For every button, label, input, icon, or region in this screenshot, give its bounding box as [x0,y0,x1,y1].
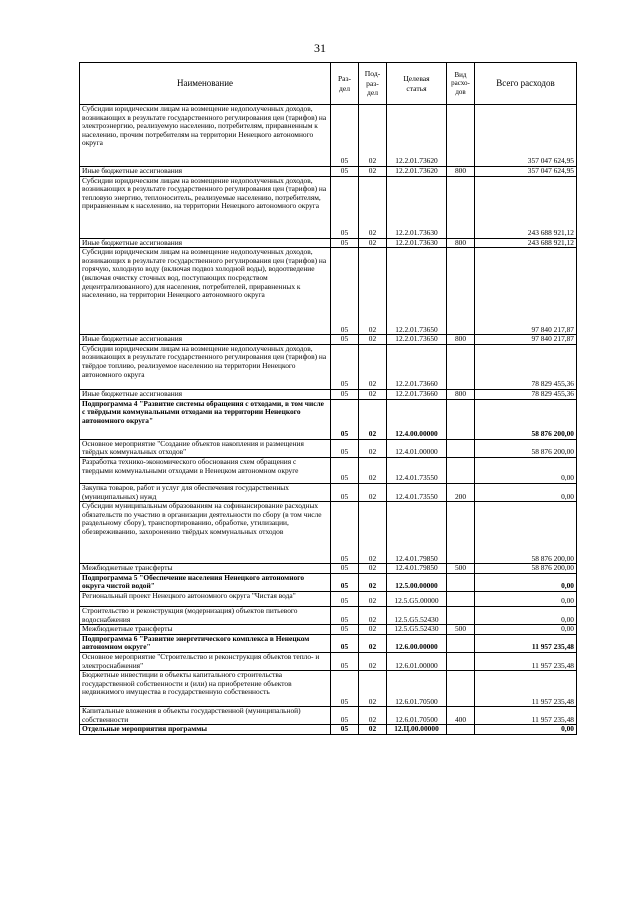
row-expense-type: 200 [447,483,475,501]
row-expense-type [447,652,475,670]
row-section: 05 [331,389,359,399]
row-total: 58 876 200,00 [475,502,577,564]
row-target-article: 12.2.01.73630 [387,176,447,238]
row-subsection: 02 [359,671,387,707]
row-name: Подпрограмма 4 "Развитие системы обращения с отходами, в том числе с твёрдыми коммунальными отходами на территории Ненецкого автономного округа" [80,399,331,439]
row-subsection: 02 [359,707,387,725]
row-section: 05 [331,625,359,635]
row-total: 11 957 235,48 [475,671,577,707]
table-row [80,439,577,457]
table-header-row [80,63,577,105]
row-name: Основное мероприятие "Создание объектов накопления и размещения твёрдых коммунальных отходов" [80,439,331,457]
row-name: Региональный проект Ненецкого автономного округа "Чистая вода" [80,591,331,606]
row-expense-type [447,105,475,167]
row-subsection: 02 [359,625,387,635]
row-expense-type [447,573,475,591]
row-total: 78 829 455,36 [475,344,577,389]
row-total: 78 829 455,36 [475,389,577,399]
row-target-article: 12.2.01.73650 [387,335,447,345]
row-expense-type: 400 [447,707,475,725]
table-row [80,591,577,606]
row-expense-type [447,439,475,457]
row-section: 05 [331,335,359,345]
header-subsection: Под- раз- дел [359,63,387,105]
row-expense-type [447,502,475,564]
table-row [80,483,577,501]
row-section: 05 [331,248,359,335]
row-name: Капитальные вложения в объекты государственной (муниципальной) собственности [80,707,331,725]
row-total: 243 688 921,12 [475,176,577,238]
row-expense-type [447,606,475,624]
row-subsection: 02 [359,725,387,735]
row-total: 357 047 624,95 [475,105,577,167]
row-name: Иные бюджетные ассигнования [80,167,331,177]
row-subsection: 02 [359,105,387,167]
row-name: Субсидии муниципальным образованиям на софинансирование расходных обязательств по участию в организации деятельности по сбору (в том числе раздельному сбору), транспортированию, обработке, утилизации, обезвреживанию, захоронению твёрдых коммунальных отходов [80,502,331,564]
row-subsection: 02 [359,591,387,606]
table-row [80,344,577,389]
table-row [80,707,577,725]
row-subsection: 02 [359,606,387,624]
row-section: 05 [331,591,359,606]
row-name: Подпрограмма 5 "Обеспечение населения Ненецкого автономного округа чистой водой" [80,573,331,591]
table-row [80,625,577,635]
table-row [80,671,577,707]
row-section: 05 [331,167,359,177]
expenditure-table [79,62,577,735]
row-name: Бюджетные инвестиции в объекты капитального строительства государственной собственности и (или) на приобретение объектов недвижимого имущества в государственную собственность [80,671,331,707]
row-section: 05 [331,483,359,501]
row-subsection: 02 [359,167,387,177]
row-total: 0,00 [475,573,577,591]
table-row [80,634,577,652]
row-expense-type [447,248,475,335]
row-total: 0,00 [475,591,577,606]
row-target-article: 12.6.01.00000 [387,652,447,670]
row-total: 11 957 235,48 [475,652,577,670]
table-row [80,606,577,624]
row-target-article: 12.2.01.73660 [387,389,447,399]
row-name: Подпрограмма 6 "Развитие энергетического комплекса в Ненецком автономном округе" [80,634,331,652]
table-body [80,105,577,735]
row-target-article: 12.4.01.73550 [387,483,447,501]
header-total: Всего расходов [475,63,577,105]
row-expense-type: 800 [447,167,475,177]
row-total: 0,00 [475,483,577,501]
row-subsection: 02 [359,176,387,238]
row-expense-type [447,399,475,439]
table-row [80,248,577,335]
row-target-article: 12.5.G5.00000 [387,591,447,606]
row-subsection: 02 [359,634,387,652]
table-row [80,457,577,483]
row-section: 05 [331,176,359,238]
row-target-article: 12.5.00.00000 [387,573,447,591]
row-subsection: 02 [359,564,387,574]
row-section: 05 [331,671,359,707]
row-target-article: 12.6.01.70500 [387,707,447,725]
table-row [80,725,577,735]
row-expense-type [447,457,475,483]
row-target-article: 12.6.00.00000 [387,634,447,652]
row-target-article: 12.2.01.73660 [387,344,447,389]
row-expense-type: 800 [447,238,475,248]
row-name: Межбюджетные трансферты [80,564,331,574]
row-expense-type [447,671,475,707]
row-target-article: 12.2.01.73620 [387,105,447,167]
page-number: 31 [314,41,326,55]
row-target-article: 12.4.01.00000 [387,439,447,457]
row-section: 05 [331,725,359,735]
row-subsection: 02 [359,502,387,564]
row-name: Отдельные мероприятия программы [80,725,331,735]
row-subsection: 02 [359,238,387,248]
table-row [80,389,577,399]
table-row [80,573,577,591]
row-total: 97 840 217,87 [475,248,577,335]
row-expense-type [447,344,475,389]
row-total: 97 840 217,87 [475,335,577,345]
row-total: 11 957 235,48 [475,707,577,725]
row-section: 05 [331,238,359,248]
table-row [80,105,577,167]
row-total: 58 876 200,00 [475,564,577,574]
row-expense-type: 500 [447,564,475,574]
row-total: 0,00 [475,725,577,735]
row-section: 05 [331,652,359,670]
table-row [80,564,577,574]
row-total: 0,00 [475,606,577,624]
row-target-article: 12.4.01.73550 [387,457,447,483]
row-target-article: 12.2.01.73630 [387,238,447,248]
row-subsection: 02 [359,399,387,439]
row-name: Субсидии юридическим лицам на возмещение недополученных доходов, возникающих в результате государственного регулирования цен (тарифов) на тепловую энергию, теплоноситель, реализуемые населению, потребителям, приравненным к населению, на территории Ненецкого автономного округа [80,176,331,238]
row-section: 05 [331,399,359,439]
row-target-article: 12.6.01.70500 [387,671,447,707]
row-name: Субсидии юридическим лицам на возмещение недополученных доходов, возникающих в результате государственного регулирования цен (тарифов) на твёрдое топливо, реализуемое населению на территории Ненецкого автономного округа [80,344,331,389]
row-section: 05 [331,344,359,389]
row-subsection: 02 [359,573,387,591]
table-row [80,167,577,177]
row-name: Межбюджетные трансферты [80,625,331,635]
row-target-article: 12.4.01.79850 [387,502,447,564]
row-target-article: 12.4.00.00000 [387,399,447,439]
row-subsection: 02 [359,389,387,399]
header-section: Раз- дел [331,63,359,105]
row-section: 05 [331,634,359,652]
row-name: Иные бюджетные ассигнования [80,389,331,399]
row-expense-type [447,725,475,735]
row-name: Субсидии юридическим лицам на возмещение недополученных доходов, возникающих в результате государственного регулирования цен (тарифов) на горячую, холодную воду (включая подвоз холодной воды), водоотведение (включая очистку сточных вод, поступающих посредством децентрализованного) для населения, потребителей, приравненных к населению, на территории Ненецкого автономного округа [80,248,331,335]
row-subsection: 02 [359,483,387,501]
row-expense-type: 800 [447,335,475,345]
row-target-article: 12.Ц.00.00000 [387,725,447,735]
row-name: Закупка товаров, работ и услуг для обеспечения государственных (муниципальных) нужд [80,483,331,501]
row-name: Субсидии юридическим лицам на возмещение недополученных доходов, возникающих в результате государственного регулирования цен (тарифов) на электроэнергию, реализуемую населению, потребителям, приравненным к населению, прочим потребителям на территории Ненецкого автономного округа [80,105,331,167]
row-name: Строительство и реконструкция (модернизация) объектов питьевого водоснабжения [80,606,331,624]
row-target-article: 12.5.G5.52430 [387,625,447,635]
row-subsection: 02 [359,457,387,483]
row-expense-type: 800 [447,389,475,399]
table-row [80,652,577,670]
row-total: 357 047 624,95 [475,167,577,177]
row-subsection: 02 [359,439,387,457]
row-section: 05 [331,606,359,624]
table-row [80,176,577,238]
header-target-article: Целевая статья [387,63,447,105]
row-section: 05 [331,105,359,167]
row-section: 05 [331,502,359,564]
header-name: Наименование [80,63,331,105]
row-subsection: 02 [359,344,387,389]
row-total: 243 688 921,12 [475,238,577,248]
row-target-article: 12.5.G5.52430 [387,606,447,624]
row-total: 58 876 200,00 [475,399,577,439]
row-name: Основное мероприятие "Строительство и реконструкция объектов тепло- и электроснабжения" [80,652,331,670]
row-target-article: 12.4.01.79850 [387,564,447,574]
row-expense-type [447,176,475,238]
row-name: Иные бюджетные ассигнования [80,238,331,248]
row-section: 05 [331,707,359,725]
row-expense-type: 500 [447,625,475,635]
row-subsection: 02 [359,248,387,335]
table-row [80,502,577,564]
header-expense-type: Вид расхо- дов [447,63,475,105]
row-total: 11 957 235,48 [475,634,577,652]
table-row [80,335,577,345]
row-section: 05 [331,573,359,591]
row-expense-type [447,634,475,652]
row-section: 05 [331,564,359,574]
row-total: 0,00 [475,625,577,635]
row-subsection: 02 [359,335,387,345]
row-section: 05 [331,457,359,483]
row-expense-type [447,591,475,606]
table-row [80,399,577,439]
row-target-article: 12.2.01.73650 [387,248,447,335]
row-name: Иные бюджетные ассигнования [80,335,331,345]
row-name: Разработка технико-экономического обоснования схем обращения с твердыми коммунальными отходами в Ненецком автономном округе [80,457,331,483]
row-target-article: 12.2.01.73620 [387,167,447,177]
row-total: 0,00 [475,457,577,483]
row-section: 05 [331,439,359,457]
row-total: 58 876 200,00 [475,439,577,457]
row-subsection: 02 [359,652,387,670]
